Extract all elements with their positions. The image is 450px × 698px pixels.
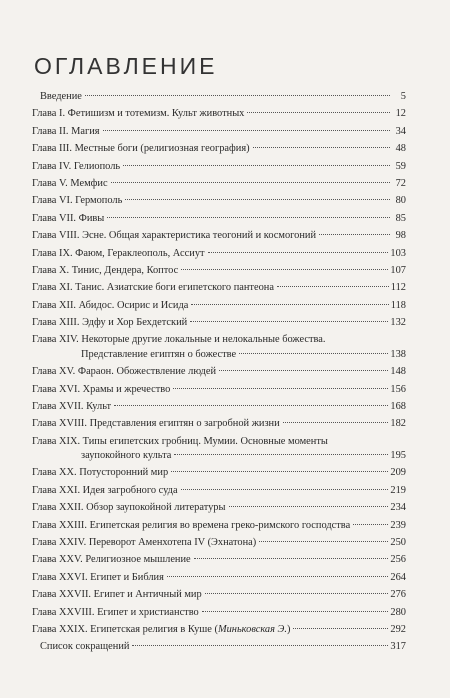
dot-leader bbox=[194, 558, 389, 559]
dot-leader bbox=[293, 628, 388, 629]
toc-entry[interactable] bbox=[32, 177, 406, 194]
toc-entry-text: Глава VIII. Эсне. Общая характеристика теогоний и космогоний bbox=[32, 230, 317, 242]
toc-entry[interactable] bbox=[32, 316, 406, 333]
dot-leader bbox=[190, 321, 388, 322]
toc-entry-text: Глава XXIX. Египетская религия в Куше ( bbox=[32, 623, 218, 635]
dot-leader bbox=[103, 130, 390, 131]
page-number: 256 bbox=[390, 554, 406, 566]
toc-entry-line bbox=[32, 229, 406, 243]
toc-entry-text: Глава II. Магия bbox=[32, 125, 100, 137]
dot-leader bbox=[85, 95, 390, 96]
toc-entry-line bbox=[32, 417, 406, 431]
dot-leader bbox=[174, 454, 388, 455]
toc-entry-line bbox=[32, 299, 406, 313]
page-number: 234 bbox=[390, 502, 406, 514]
dot-leader bbox=[259, 541, 388, 542]
toc-entry[interactable] bbox=[32, 501, 406, 518]
toc-entry-text: Глава I. Фетишизм и тотемизм. Культ животных bbox=[32, 108, 245, 120]
toc-entry-line bbox=[32, 316, 406, 330]
toc-entry[interactable] bbox=[32, 264, 406, 281]
toc-entry[interactable] bbox=[32, 640, 406, 657]
toc-entry-line bbox=[32, 383, 406, 397]
toc-entry-line bbox=[32, 571, 406, 585]
toc-entry-line bbox=[32, 606, 406, 620]
toc-entry[interactable] bbox=[32, 435, 406, 467]
toc-entry-text: Глава X. Тинис, Дендера, Коптос bbox=[32, 264, 179, 276]
toc-entry-line bbox=[32, 194, 406, 208]
dot-leader bbox=[125, 199, 390, 200]
toc-entry-text: Глава XXVIII. Египет и христианство bbox=[32, 606, 199, 618]
dot-leader bbox=[171, 471, 388, 472]
dot-leader bbox=[181, 489, 389, 490]
toc-entry[interactable] bbox=[32, 383, 406, 400]
page-number: 103 bbox=[390, 247, 406, 259]
toc-entry-text: Глава XXV. Религиозное мышление bbox=[32, 554, 191, 566]
toc-entry[interactable] bbox=[32, 90, 406, 107]
toc-entry[interactable] bbox=[32, 588, 406, 605]
toc-entry-text: Глава XVII. Культ bbox=[32, 400, 112, 412]
page-number: 292 bbox=[390, 623, 406, 635]
dot-leader bbox=[132, 645, 388, 646]
toc-entry[interactable] bbox=[32, 194, 406, 211]
page-number: 85 bbox=[395, 212, 406, 224]
toc-entry[interactable] bbox=[32, 466, 406, 483]
toc-entry-line bbox=[32, 142, 406, 156]
page-number: 118 bbox=[390, 299, 406, 311]
dot-leader bbox=[283, 422, 389, 423]
toc-entry[interactable] bbox=[32, 484, 406, 501]
toc-entry-text: Глава XV. Фараон. Обожествление людей bbox=[32, 366, 217, 378]
toc-entry-line bbox=[32, 333, 406, 347]
toc-entry[interactable] bbox=[32, 519, 406, 536]
toc-entry-text: Список сокращений bbox=[40, 641, 130, 653]
dot-leader bbox=[173, 388, 388, 389]
toc-entry-line bbox=[32, 553, 406, 567]
toc-entry-line bbox=[32, 160, 406, 174]
toc-entry-line bbox=[32, 449, 406, 463]
dot-leader bbox=[253, 147, 390, 148]
toc-entry[interactable] bbox=[32, 142, 406, 159]
page-number: 59 bbox=[395, 160, 406, 172]
page-number: 239 bbox=[390, 519, 406, 531]
toc-entry[interactable] bbox=[32, 606, 406, 623]
page-number: 107 bbox=[390, 264, 406, 276]
dot-leader bbox=[114, 405, 388, 406]
toc-entry-text: Глава V. Мемфис bbox=[32, 177, 108, 189]
toc-entry-line bbox=[32, 107, 406, 121]
toc-entry-line bbox=[32, 536, 406, 550]
toc-entry-text: Глава XIV. Некоторые другие локальные и нелокальные божества. bbox=[32, 334, 326, 346]
dot-leader bbox=[277, 286, 389, 287]
dot-leader bbox=[191, 304, 388, 305]
toc-entry-text: Глава XI. Танис. Азиатские боги египетского пантеона bbox=[32, 282, 274, 294]
toc-entry-line bbox=[32, 125, 406, 139]
page-number: 276 bbox=[390, 589, 406, 601]
toc-entry-line bbox=[32, 348, 406, 362]
toc-entry-author: Миньковская Э. bbox=[217, 623, 287, 635]
toc-entry-line bbox=[32, 281, 406, 295]
dot-leader bbox=[239, 353, 388, 354]
page-number: 148 bbox=[390, 366, 406, 378]
toc-entry-text: Глава III. Местные боги (религиозная география) bbox=[32, 143, 250, 155]
toc-entry-text: Глава XIX. Типы египетских гробниц. Мумии. Основные моменты bbox=[32, 435, 328, 447]
toc-entry-text: Глава XXVI. Египет и Библия bbox=[32, 571, 164, 583]
toc-entry[interactable] bbox=[32, 623, 406, 640]
toc-entry[interactable] bbox=[32, 417, 406, 434]
toc-entry-text: Глава XXII. Обзор заупокойной литературы bbox=[32, 502, 226, 514]
toc-entry-line bbox=[32, 365, 406, 379]
toc-entry[interactable] bbox=[32, 229, 406, 246]
toc-entry-line bbox=[32, 90, 406, 104]
dot-leader bbox=[181, 269, 388, 270]
page-number: 168 bbox=[390, 400, 406, 412]
dot-leader bbox=[111, 182, 390, 183]
page-number: 80 bbox=[395, 195, 406, 207]
toc-entry-text: Глава XX. Потусторонний мир bbox=[32, 467, 169, 479]
table-of-contents bbox=[32, 90, 406, 658]
dot-leader bbox=[205, 593, 389, 594]
toc-entry[interactable] bbox=[32, 107, 406, 124]
toc-entry-text: Глава XVIII. Представления египтян о загробной жизни bbox=[32, 418, 280, 430]
dot-leader bbox=[229, 506, 389, 507]
toc-entry-line bbox=[32, 466, 406, 480]
toc-entry-text: Введение bbox=[40, 91, 82, 102]
dot-leader bbox=[353, 524, 388, 525]
dot-leader bbox=[107, 217, 390, 218]
page-number: 209 bbox=[390, 467, 406, 479]
page-number: 156 bbox=[390, 383, 406, 395]
page-number: 219 bbox=[390, 484, 406, 496]
dot-leader bbox=[319, 234, 390, 235]
toc-entry[interactable] bbox=[32, 333, 406, 365]
dot-leader bbox=[123, 165, 390, 166]
toc-entry-line bbox=[32, 484, 406, 498]
toc-entry[interactable] bbox=[32, 281, 406, 298]
toc-entry[interactable] bbox=[32, 160, 406, 177]
toc-entry[interactable] bbox=[32, 400, 406, 417]
toc-entry-text: Глава IX. Фаюм, Гераклеополь, Ассиут bbox=[32, 247, 205, 259]
page-number: 72 bbox=[395, 177, 406, 189]
toc-entry[interactable] bbox=[32, 247, 406, 264]
toc-entry-text: Глава XXI. Идея загробного суда bbox=[32, 484, 178, 496]
toc-entry[interactable] bbox=[32, 536, 406, 553]
toc-entry[interactable] bbox=[32, 212, 406, 229]
page-number: 12 bbox=[395, 108, 406, 120]
page-number: 5 bbox=[400, 91, 406, 102]
toc-entry-text: Глава XVI. Храмы и жречество bbox=[32, 383, 171, 395]
toc-entry-text: Глава IV. Гелиополь bbox=[32, 160, 121, 172]
page-number: 317 bbox=[390, 641, 406, 653]
toc-entry-text: Глава XXIV. Переворот Аменхотепа IV (Эхнатона) bbox=[32, 536, 257, 548]
page-number: 34 bbox=[395, 125, 406, 137]
toc-entry-line bbox=[32, 264, 406, 278]
page-number: 182 bbox=[390, 418, 406, 430]
page-number: 48 bbox=[395, 143, 406, 155]
toc-entry-line bbox=[32, 588, 406, 602]
toc-entry[interactable] bbox=[32, 571, 406, 588]
dot-leader bbox=[219, 370, 388, 371]
page-number: 138 bbox=[390, 348, 406, 360]
toc-entry-text: Глава XIII. Эдфу и Хор Бехдетский bbox=[32, 317, 188, 329]
page-number: 195 bbox=[390, 450, 406, 462]
toc-entry-text: Глава XII. Абидос. Осирис и Исида bbox=[32, 299, 189, 311]
toc-entry-line bbox=[32, 519, 406, 533]
page-number: 264 bbox=[390, 571, 406, 583]
page-number: 280 bbox=[390, 606, 406, 618]
toc-entry[interactable] bbox=[32, 299, 406, 316]
toc-entry-text: Глава VI. Гермополь bbox=[32, 195, 123, 207]
toc-entry-line bbox=[32, 177, 406, 191]
toc-entry-text-suffix: ) bbox=[286, 623, 291, 635]
toc-entry-text: Глава XXIII. Египетская религия во времена греко-римского господства bbox=[32, 519, 351, 531]
toc-entry-line bbox=[32, 247, 406, 261]
toc-entry-line bbox=[32, 623, 406, 637]
toc-entry[interactable] bbox=[32, 553, 406, 570]
page-number: 112 bbox=[390, 282, 406, 294]
page-number: 132 bbox=[390, 317, 406, 329]
toc-entry[interactable] bbox=[32, 365, 406, 382]
page-number: 250 bbox=[390, 536, 406, 548]
toc-entry-line bbox=[32, 640, 406, 654]
toc-entry-text: Представление египтян о божестве bbox=[81, 348, 237, 360]
toc-entry-line bbox=[32, 435, 406, 449]
toc-entry-text: Глава VII. Фивы bbox=[32, 212, 105, 224]
dot-leader bbox=[208, 252, 389, 253]
toc-entry[interactable] bbox=[32, 125, 406, 142]
dot-leader bbox=[202, 611, 389, 612]
dot-leader bbox=[247, 112, 390, 113]
toc-entry-text: заупокойного культа bbox=[81, 450, 172, 462]
page-title: ОГЛАВЛЕНИЕ bbox=[34, 53, 218, 80]
dot-leader bbox=[167, 576, 389, 577]
toc-entry-line bbox=[32, 212, 406, 226]
page-number: 98 bbox=[395, 230, 406, 242]
toc-entry-line bbox=[32, 501, 406, 515]
toc-entry-line bbox=[32, 400, 406, 414]
toc-entry-text: Глава XXVII. Египет и Античный мир bbox=[32, 589, 202, 601]
